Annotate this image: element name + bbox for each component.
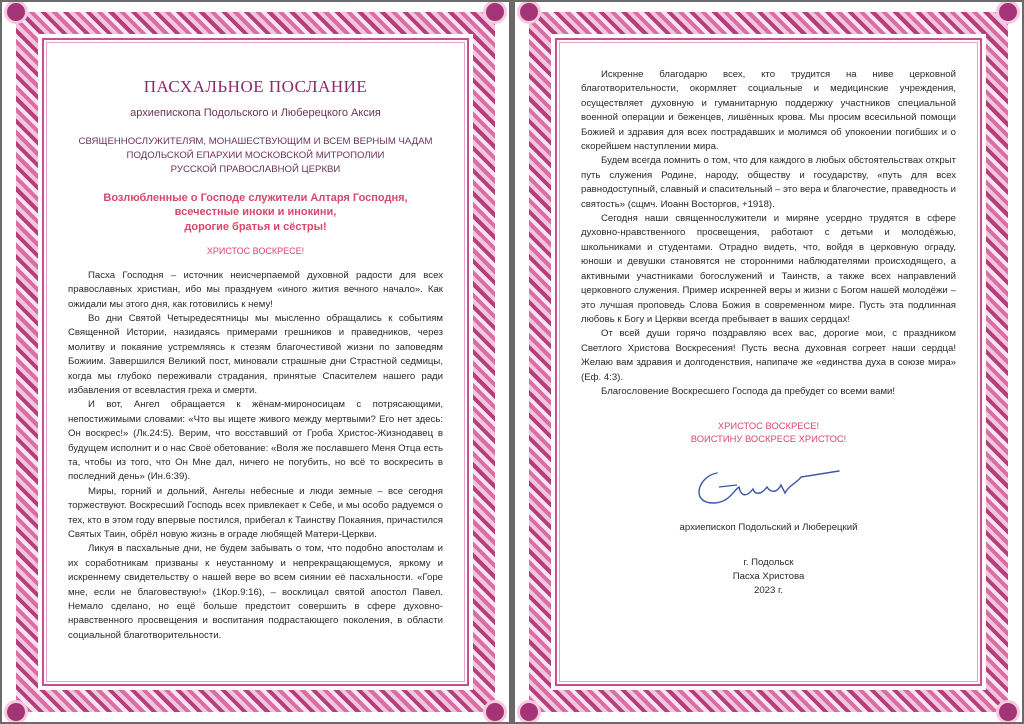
addressees	[68, 135, 443, 177]
corner-ornament	[486, 3, 504, 21]
address-line: РУССКОЙ ПРАВОСЛАВНОЙ ЦЕРКВИ	[170, 163, 341, 175]
left-page	[2, 2, 509, 722]
greeting-line: Возлюбленные о Господе служители Алтаря Господня,	[103, 191, 408, 204]
paragraph: Будем всегда помнить о том, что для каждого в любых обстоятельствах открыт путь служения Родине, народу, обществу и государству, «путь для всех равнодоступный, славный и спасительный – это вера и благочестие, праведность и святость» (сщмч. Иоанн Восторгов, +1918).	[581, 155, 957, 210]
paragraph: Ликуя в пасхальные дни, не будем забывать о том, что подобно апостолам и их соработникам призваны к неустанному и непрекращающемуся, яркому и искреннему свидетельству о нашей вере во всем сиянии её пасхальности. «Горе мне, если не благовествую!» (1Кор.9:16), – восклицал святой апостол Павел. Немало сделано, но ещё больше предстоит совершить в сфере духовно-нравственного просвещения и воспитания подрастающего поколения, в области социальной благотворительности.	[68, 543, 443, 641]
paragraph: Пасха Господня – источник неисчерпаемой духовной радости для всех православных христиан, ибо мы празднуем «иного жития вечного начало». Как ожидали мы этого дня, как готовились к нему!	[68, 269, 443, 310]
paragraph: Благословение Воскресшего Господа да пребудет со всеми вами!	[601, 385, 896, 397]
place-line: Пасха Христова	[732, 570, 805, 582]
corner-ornament	[7, 703, 25, 721]
corner-ornament	[999, 703, 1017, 721]
corner-ornament	[486, 703, 504, 721]
place-date	[581, 556, 956, 598]
greeting	[68, 191, 443, 235]
closing-line: ВОИСТИНУ ВОСКРЕСЕ ХРИСТОС!	[690, 433, 847, 445]
address-line: ПОДОЛЬСКОЙ ЕПАРХИИ МОСКОВСКОЙ МИТРОПОЛИИ	[126, 149, 385, 161]
left-content	[68, 60, 443, 664]
greeting-line: дорогие братья и сёстры!	[184, 220, 327, 233]
greeting-line: всечестные иноки и инокини,	[174, 206, 337, 219]
corner-ornament	[7, 3, 25, 21]
place-line: 2023 г.	[753, 584, 783, 596]
paschal-greeting	[581, 419, 956, 445]
letter-title: ПАСХАЛЬНОЕ ПОСЛАНИЕ	[143, 77, 368, 96]
corner-ornament	[999, 3, 1017, 21]
place-line: г. Подольск	[743, 556, 794, 568]
paragraph: Искренне благодарю всех, кто трудится на ниве церковной благотворительности, окормляет социальные и медицинские учреждения, осуществляет духовную и гуманитарную поддержку участников специальной военной операции и беженцев, лишённых крова. Мы просим всесильной помощи Божией и здравия для всех пострадавших и молимся об упокоении погибших и о скорейшем наступлении мира.	[581, 69, 956, 153]
right-page	[515, 2, 1022, 722]
paragraph: От всей души горячо поздравляю всех вас, дорогие мои, с праздником Светлого Христова Воскресения! Пусть весна духовная согреет наши сердца! Желаю вам здравия и долгоденствия, напипаче же «единства духа в союзе мира» (Еф. 4:3).	[581, 328, 956, 383]
address-line: СВЯЩЕННОСЛУЖИТЕЛЯМ, МОНАШЕСТВУЮЩИМ И ВСЕМ ВЕРНЫМ ЧАДАМ	[78, 135, 433, 147]
letter-author: архиепископа Подольского и Люберецкого Аксия	[130, 107, 381, 120]
closing-line: ХРИСТОС ВОСКРЕСЕ!	[717, 420, 820, 432]
paragraph: Миры, горний и дольний, Ангелы небесные и люди земные – все сегодня торжествуют. Воскресший Господь всех привлекает к Себе, и мы особо радуемся о тех, кто в этом году впервые постился, прибегал к Таинству Покаяния, причастился Святых Таин, обрёл новую жизнь в ограде любящей Матери-Церкви.	[68, 485, 443, 541]
signer-title: архиепископ Подольский и Люберецкий	[679, 522, 858, 534]
corner-ornament	[520, 3, 538, 21]
christ-risen: ХРИСТОС ВОСКРЕСЕ!	[206, 246, 305, 257]
right-content	[581, 68, 956, 664]
corner-ornament	[520, 703, 538, 721]
paragraph: Сегодня наши священнослужители и миряне усердно трудятся в сфере духовно-нравственного просвещения, работают с детьми и молодёжью, школьниками и студентами. Отрадно видеть, что, войдя в церковную ограду, юноши и девушки становятся не сторонними наблюдателями происходящего, а активными участниками богослужений и Таинств, а также всех направлений церковного служения. Пример искренней веры и жизни с Богом нашей молодёжи – это лучшая проповедь Слова Божия в современном мире. Пусть эта подлинная любовь к Богу и Церкви всегда пребывает в ваших сердцах!	[581, 213, 956, 325]
paragraph: И вот, Ангел обращается к жёнам-мироносицам с потрясающими, непостижимыми словами: «Что вы ищете живого между мертвыми? Его нет здесь: Он воскрес!» (Лк.24:5). Верим, что восставший от Гроба Христос-Жизнодавец в будущем исполнит и о нас Своё обетование: «Воля же пославшего Меня Отца есть та, чтобы из того, что Он Мне дал, ничего не погубить, но всё то воскресить в последний день» (Ин.6:39).	[68, 399, 443, 483]
paragraph: Во дни Святой Четыредесятницы мы мысленно обращались к событиям Священной Истории, назидаясь примерами грешников и праведников, через молитву и покаяние устремляясь к стезям благочестивой жизни по заповедям Божиим. Завершился Великий пост, миновали страшные дни Страстной седмицы, когда мы глубоко переживали страдания, принятые Спасителем нашего ради избавления от всевластия греха и смерти.	[68, 312, 443, 396]
signature-image	[689, 463, 849, 513]
